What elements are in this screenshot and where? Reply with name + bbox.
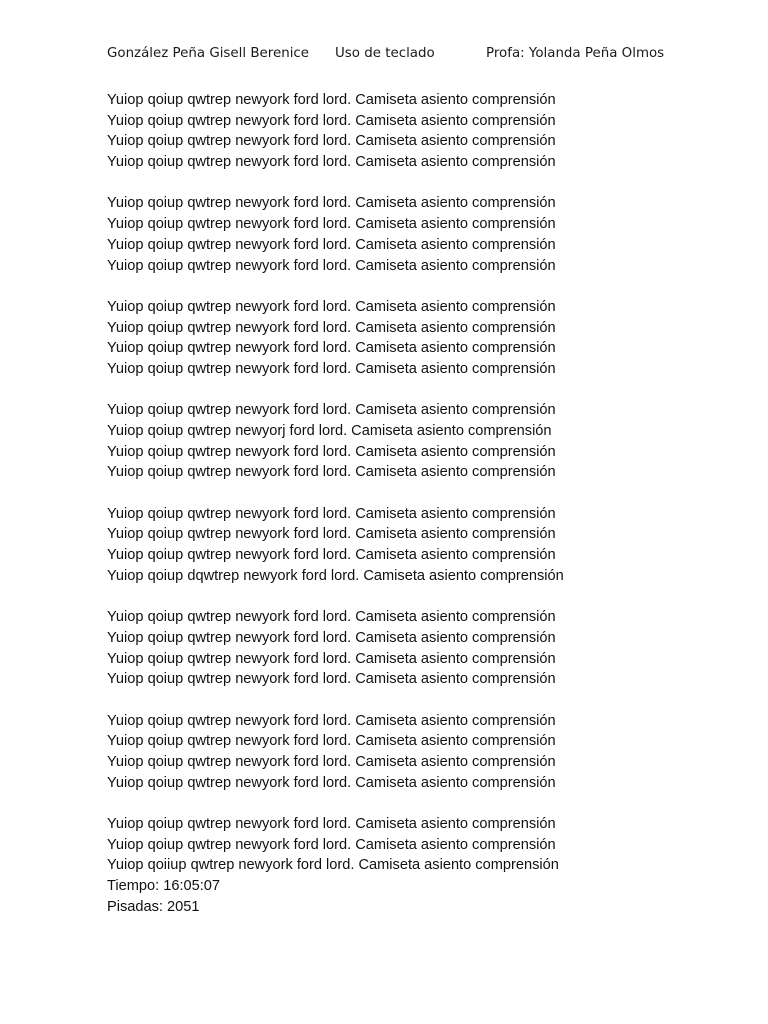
time-result: Tiempo: 16:05:07 <box>107 878 221 895</box>
text-line: Yuiop qoiup qwtrep newyork ford lord. Camiseta asiento comprensión <box>107 340 556 357</box>
text-line: Yuiop qoiup qwtrep newyork ford lord. Camiseta asiento comprensión <box>107 195 556 212</box>
text-line: Yuiop qoiup qwtrep newyork ford lord. Camiseta asiento comprensión <box>107 443 556 460</box>
paragraph-1 <box>107 90 747 173</box>
text-line: Yuiop qoiup qwtrep newyork ford lord. Camiseta asiento comprensión <box>107 154 556 171</box>
teacher-name: Profa: Yolanda Peña Olmos <box>486 46 665 61</box>
text-line: Yuiop qoiup qwtrep newyork ford lord. Camiseta asiento comprensión <box>107 92 556 108</box>
typing-practice-text <box>107 90 747 918</box>
text-line: Yuiop qoiup qwtrep newyork ford lord. Camiseta asiento comprensión <box>107 464 556 481</box>
text-line: Yuiop qoiup qwtrep newyork ford lord. Camiseta asiento comprensión <box>107 216 556 233</box>
keystroke-count: Pisadas: 2051 <box>107 898 200 915</box>
text-line: Yuiop qoiup qwtrep newyork ford lord. Camiseta asiento comprensión <box>107 629 556 646</box>
paragraph-7 <box>107 711 747 794</box>
paragraph-4 <box>107 400 747 483</box>
text-line: Yuiop qoiup qwtrep newyorj ford lord. Camiseta asiento comprensión <box>107 423 552 439</box>
text-line: Yuiop qoiup qwtrep newyork ford lord. Camiseta asiento comprensión <box>107 112 556 129</box>
text-line: Yuiop qoiup qwtrep newyork ford lord. Camiseta asiento comprensión <box>107 774 556 791</box>
paragraph-2 <box>107 193 747 276</box>
text-line: Yuiop qoiup qwtrep newyork ford lord. Camiseta asiento comprensión <box>107 319 556 336</box>
text-line: Yuiop qoiup qwtrep newyork ford lord. Camiseta asiento comprensión <box>107 360 556 377</box>
text-line: Yuiop qoiup qwtrep newyork ford lord. Camiseta asiento comprensión <box>107 816 556 833</box>
text-line: Yuiop qoiup qwtrep newyork ford lord. Camiseta asiento comprensión <box>107 609 556 626</box>
text-line: Yuiop qoiiup qwtrep newyork ford lord. Camiseta asiento comprensión <box>107 857 559 874</box>
text-line: Yuiop qoiup qwtrep newyork ford lord. Camiseta asiento comprensión <box>107 754 556 770</box>
text-line: Yuiop qoiup dqwtrep newyork ford lord. Camiseta asiento comprensión <box>107 567 564 584</box>
text-line: Yuiop qoiup qwtrep newyork ford lord. Camiseta asiento comprensión <box>107 133 556 150</box>
text-line: Yuiop qoiup qwtrep newyork ford lord. Camiseta asiento comprensión <box>107 505 556 522</box>
paragraph-8 <box>107 814 747 917</box>
paragraph-5 <box>107 504 747 587</box>
paragraph-6 <box>107 607 747 690</box>
text-line: Yuiop qoiup qwtrep newyork ford lord. Camiseta asiento comprensión <box>107 836 556 853</box>
text-line: Yuiop qoiup qwtrep newyork ford lord. Camiseta asiento comprensión <box>107 298 556 315</box>
text-line: Yuiop qoiup qwtrep newyork ford lord. Camiseta asiento comprensión <box>107 402 556 419</box>
text-line: Yuiop qoiup qwtrep newyork ford lord. Camiseta asiento comprensión <box>107 671 556 688</box>
paragraph-3 <box>107 297 747 380</box>
subject-title: Uso de teclado <box>335 46 435 61</box>
text-line: Yuiop qoiup qwtrep newyork ford lord. Camiseta asiento comprensión <box>107 526 556 543</box>
text-line: Yuiop qoiup qwtrep newyork ford lord. Camiseta asiento comprensión <box>107 547 556 564</box>
text-line: Yuiop qoiup qwtrep newyork ford lord. Camiseta asiento comprensión <box>107 733 556 750</box>
text-line: Yuiop qoiup qwtrep newyork ford lord. Camiseta asiento comprensión <box>107 712 556 729</box>
document-header <box>107 46 707 66</box>
text-line: Yuiop qoiup qwtrep newyork ford lord. Camiseta asiento comprensión <box>107 650 556 667</box>
text-line: Yuiop qoiup qwtrep newyork ford lord. Camiseta asiento comprensión <box>107 236 556 253</box>
text-line: Yuiop qoiup qwtrep newyork ford lord. Camiseta asiento comprensión <box>107 257 556 274</box>
student-name: González Peña Gisell Berenice <box>107 46 310 61</box>
